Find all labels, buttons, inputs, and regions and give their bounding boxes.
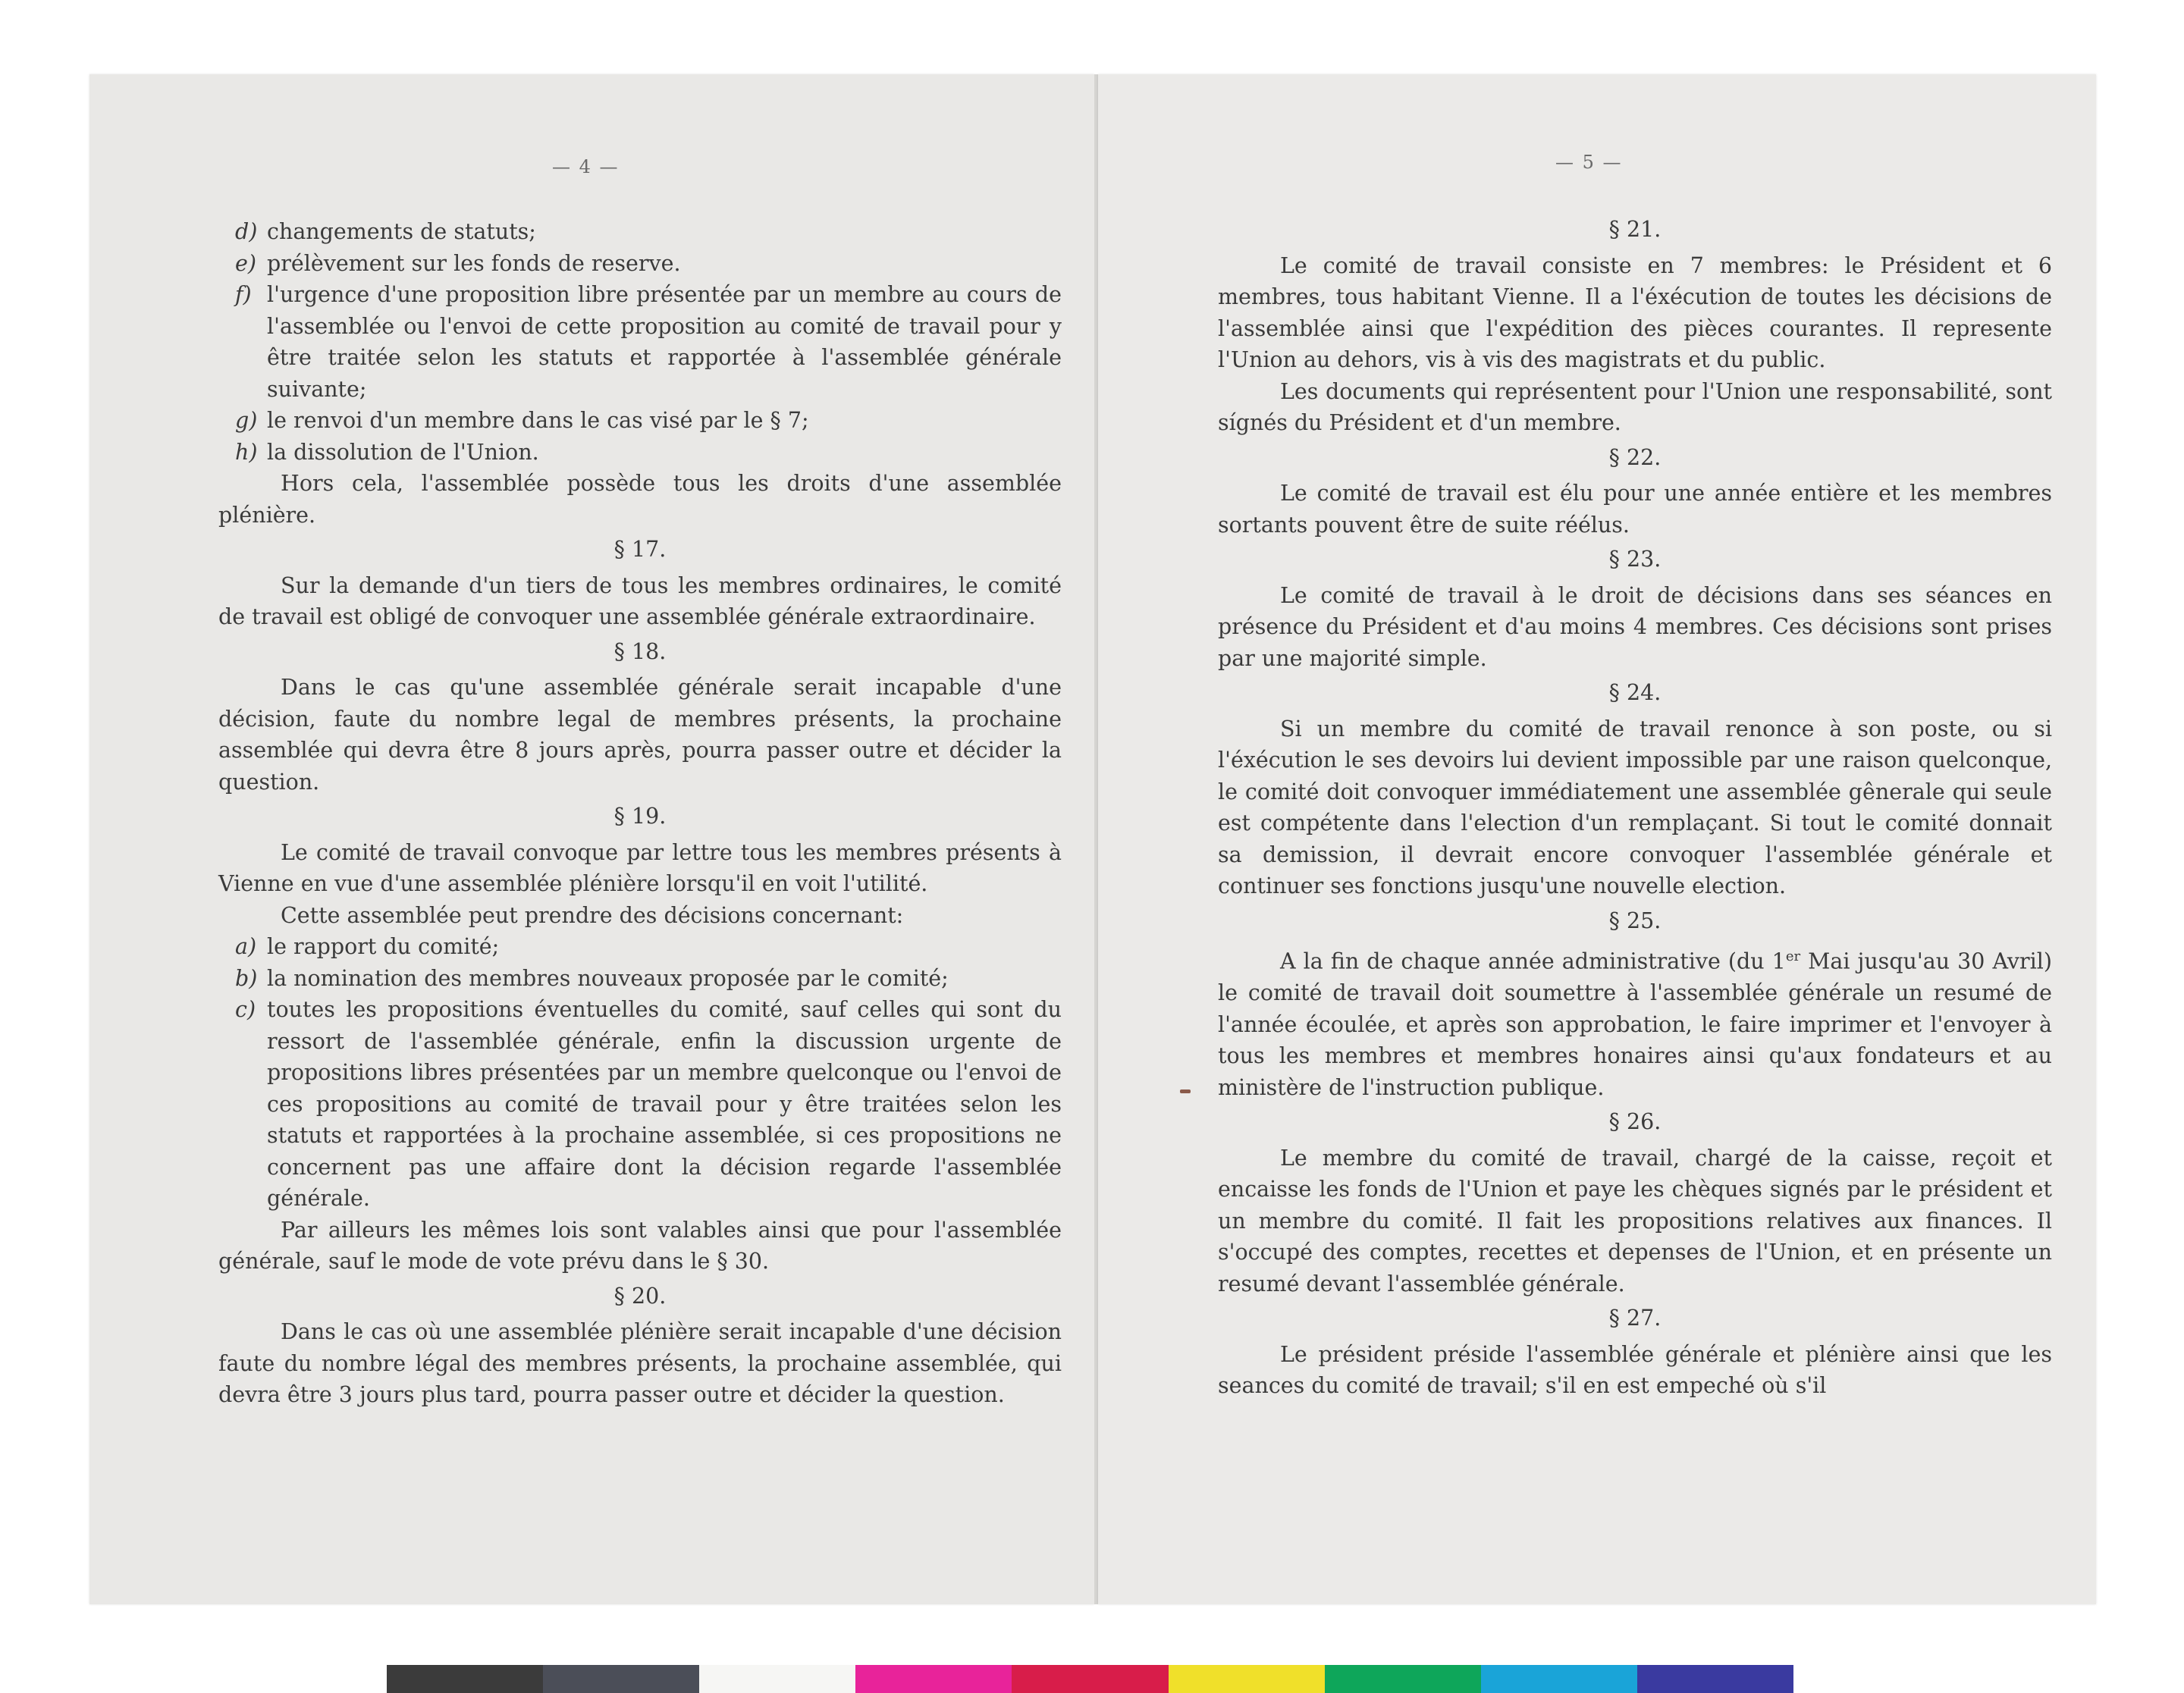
color-swatch bbox=[1012, 1665, 1168, 1693]
paragraph: Le comité de travail consiste en 7 membres: le Président et 6 membres, tous habitant Vienne. Il a l'éxécution de toutes les décisions de l'assemblée ainsi que l'expédition des pièces courantes. Il represente l'Union au dehors, vis à vis des magistrats et du public. bbox=[1218, 252, 2052, 372]
paragraph: Sur la demande d'un tiers de tous les membres ordinaires, le comité de travail est obligé de convoquer une assemblée générale extraordinaire. bbox=[218, 572, 1062, 629]
section-heading: § 19. bbox=[613, 804, 667, 829]
paragraph: Le comité de travail convoque par lettre tous les membres présents à Vienne en vue d'une assemblée plénière lorsqu'il en voit l'utilité. bbox=[218, 839, 1062, 896]
color-swatch bbox=[543, 1665, 699, 1693]
section-heading: § 24. bbox=[1608, 680, 1662, 705]
color-swatch bbox=[1637, 1665, 1793, 1693]
right-page-text bbox=[1218, 211, 2052, 1402]
list-item: h) la dissolution de l'Union. bbox=[235, 439, 539, 465]
list-item: g) le renvoi d'un membre dans le cas visé par le § 7; bbox=[235, 408, 809, 433]
color-swatch bbox=[1325, 1665, 1481, 1693]
section-heading: § 17. bbox=[613, 537, 667, 562]
paragraph: Hors cela, l'assemblée possède tous les droits d'une assemblée plénière. bbox=[218, 471, 1062, 528]
paragraph: Cette assemblée peut prendre des décisions concernant: bbox=[281, 902, 904, 928]
paragraph: A la fin de chaque année administrative (du 1er Mai jusqu'au 30 Avril) le comité de travail doit soumettre à l'assemblée générale un resumé de l'année écoulée, et après son approbation, le faire imprimer et l'envoyer à tous les membres et membres honaires ainsi qu'aux fondateurs et au ministère de l'instruction publique. bbox=[1218, 948, 2052, 1100]
color-swatch bbox=[1169, 1665, 1325, 1693]
paragraph: Par ailleurs les mêmes lois sont valables ainsi que pour l'assemblée générale, sauf le mode de vote prévu dans le § 30. bbox=[218, 1217, 1062, 1274]
page-number: — 5 — bbox=[1555, 152, 1623, 173]
right-page bbox=[1098, 74, 2096, 1604]
color-swatch bbox=[855, 1665, 1012, 1693]
color-swatch bbox=[699, 1665, 855, 1693]
left-page bbox=[89, 74, 1094, 1604]
page-number: — 4 — bbox=[552, 156, 620, 177]
section-heading: § 25. bbox=[1608, 908, 1662, 933]
paragraph: Si un membre du comité de travail renonce à son poste, ou si l'éxécution le ses devoirs lui devient impossible par une raison quelconque, le comité doit convoquer immédiatement une assemblée gênerale qui seule est compétente dans l'election d'un remplaçant. Si tout le comité donnait sa demission, il devrait encore convoquer l'assemblée générale et continuer ses fonctions jusqu'une nouvelle election. bbox=[1218, 716, 2052, 898]
paragraph: Les documents qui représentent pour l'Union une responsabilité, sont sígnés du Président et d'un membre. bbox=[1218, 378, 2052, 435]
ink-mark bbox=[1180, 1089, 1191, 1093]
paragraph: Dans le cas où une assemblée plénière serait incapable d'une décision faute du nombre légal des membres présents, la prochaine assemblée, qui devra être 3 jours plus tard, pourra passer outre et décider la question. bbox=[218, 1319, 1062, 1407]
color-swatch bbox=[1481, 1665, 1637, 1693]
section-heading: § 21. bbox=[1608, 217, 1662, 242]
paragraph: Le membre du comité de travail, chargé de la caisse, reçoit et encaisse les fonds de l'Union et paye les chèques signés par le président et un membre du comité. Il fait les propositions relatives aux finances. Il s'occupé des comptes, recettes et depenses de l'Union, et en présente un resumé devant l'assemblée générale. bbox=[1218, 1145, 2052, 1296]
left-page-text bbox=[218, 216, 1062, 1411]
section-heading: § 27. bbox=[1608, 1306, 1662, 1331]
list-item: b) la nomination des membres nouveaux proposée par le comité; bbox=[235, 965, 949, 991]
paragraph: Le comité de travail est élu pour une année entière et les membres sortants pouvent être de suite réélus. bbox=[1218, 481, 2052, 538]
list-item: d) changements de statuts; bbox=[235, 219, 536, 244]
color-calibration-strip bbox=[387, 1665, 1793, 1693]
section-heading: § 26. bbox=[1608, 1109, 1662, 1134]
section-heading: § 22. bbox=[1608, 444, 1662, 470]
paragraph: Dans le cas qu'une assemblée générale serait incapable d'une décision, faute du nombre legal de membres présents, la prochaine assemblée qui devra être 8 jours après, pourra passer outre et décider la question. bbox=[218, 675, 1062, 795]
list-item: f) l'urgence d'une proposition libre présentée par un membre au cours de l'assemblée ou l'envoi de cette proposition au comité de travail pour y être traitée selon les statuts et rapportée à l'assemblée générale suivante; bbox=[235, 282, 1062, 402]
color-swatch bbox=[387, 1665, 543, 1693]
section-heading: § 23. bbox=[1608, 547, 1662, 572]
list-item: e) prélèvement sur les fonds de reserve. bbox=[235, 250, 681, 276]
section-heading: § 18. bbox=[613, 638, 667, 664]
paragraph: Le comité de travail à le droit de décisions dans ses séances en présence du Président et d'au moins 4 membres. Ces décisions sont prises par une majorité simple. bbox=[1218, 582, 2052, 671]
paragraph: Le président préside l'assemblée générale et plénière ainsi que les seances du comité de travail; s'il en est empeché où s'il bbox=[1218, 1341, 2052, 1398]
list-item: c) toutes les propositions éventuelles du comité, sauf celles qui sont du ressort de l'assemblée générale, enfin la discussion urgente de propositions libres présentées par un membre quelconque ou l'envoi de ces propositions au comité de travail pour y être traitées selon les statuts et rapportées à la prochaine assemblée, si ces propositions ne concernent pas une affaire dont la décision regarde l'assemblée générale. bbox=[235, 997, 1062, 1211]
list-item: a) le rapport du comité; bbox=[235, 934, 500, 959]
section-heading: § 20. bbox=[613, 1283, 667, 1309]
